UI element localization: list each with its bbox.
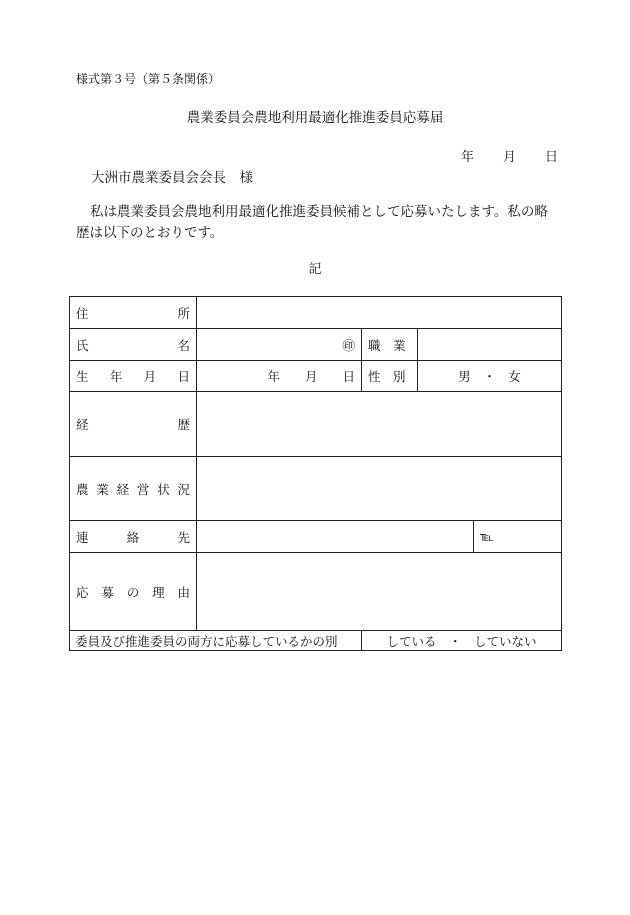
career-row	[70, 392, 562, 457]
document-title: 農業委員会農地利用最適化推進委員応募届	[186, 110, 444, 126]
date-line	[461, 146, 558, 165]
reason-label: 応 募 の 理 由	[70, 553, 197, 631]
body-text: 私は農業委員会農地利用最適化推進委員候補として応募いたします。私の略歴は以下のとおりです。	[76, 204, 548, 241]
name-row	[70, 329, 562, 361]
both-applied-label: 委員及び推進委員の両方に応募しているかの別	[70, 631, 362, 651]
farm-status-row	[70, 457, 562, 521]
occupation-label: 職 業	[362, 329, 418, 361]
tel-field[interactable]	[474, 521, 562, 553]
date-day: 日	[545, 150, 559, 165]
contact-label: 連 絡 先	[70, 521, 197, 553]
form-number: 様式第３号（第５条関係）	[76, 72, 221, 86]
career-field[interactable]	[197, 392, 562, 457]
reason-row	[70, 553, 562, 631]
occupation-field[interactable]	[418, 329, 562, 361]
reason-field[interactable]	[197, 553, 562, 631]
farm-status-field[interactable]	[197, 457, 562, 521]
name-field[interactable]	[197, 329, 362, 361]
address-row	[70, 297, 562, 329]
gender-label: 性 別	[362, 361, 418, 392]
contact-row	[70, 521, 562, 553]
farm-status-label: 農 業 経 営 状 況	[70, 457, 197, 521]
date-year: 年	[461, 150, 475, 165]
address-label: 住 所	[70, 297, 197, 329]
contact-field[interactable]	[197, 521, 474, 553]
both-applied-options[interactable]: している ・ していない	[362, 631, 562, 651]
seal-mark: ㊞	[342, 337, 355, 353]
dob-field[interactable]: 年 月 日	[197, 361, 362, 392]
gender-options[interactable]: 男 ・ 女	[418, 361, 562, 392]
application-form-table	[69, 296, 562, 651]
addressee: 大洲市農業委員会会長 様	[91, 170, 253, 186]
dob-row	[70, 361, 562, 392]
tel-icon: ℡	[480, 529, 494, 544]
career-label: 経 歴	[70, 392, 197, 457]
ki-heading: 記	[308, 262, 322, 277]
date-month: 月	[503, 150, 517, 165]
dob-label: 生 年 月 日	[70, 361, 197, 392]
name-label: 氏 名	[70, 329, 197, 361]
both-applied-row	[70, 631, 562, 651]
address-field[interactable]	[197, 297, 562, 329]
